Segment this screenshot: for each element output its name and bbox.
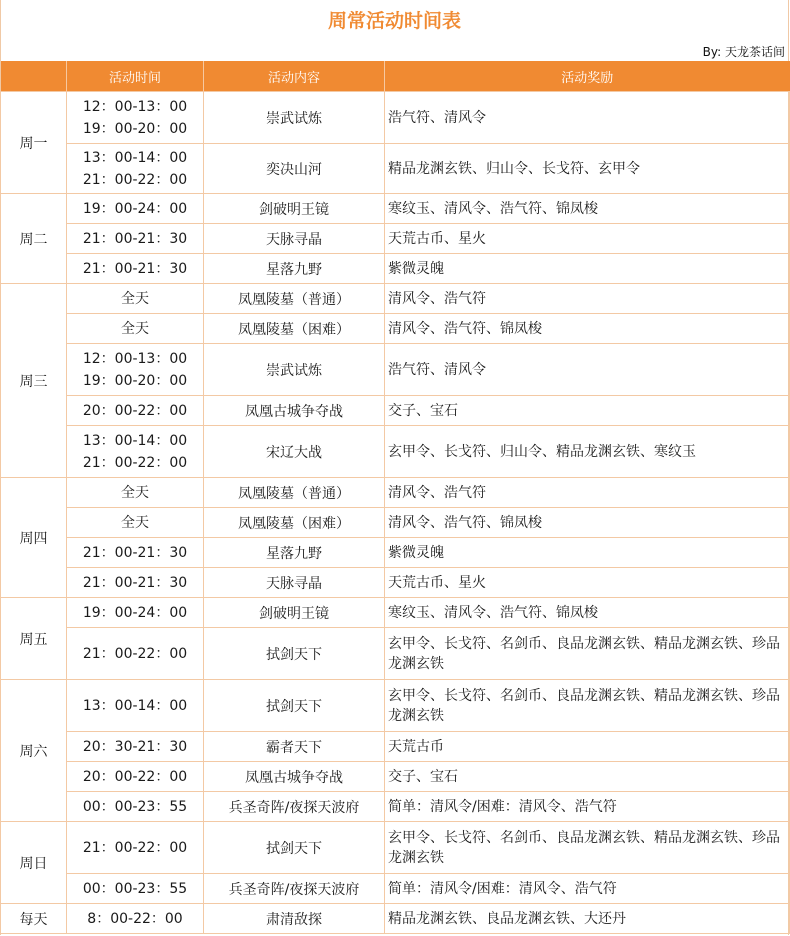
time-cell	[67, 904, 204, 934]
reward-cell: 天荒古币、星火	[385, 568, 790, 598]
reward-cell: 寒纹玉、清风令、浩气符、锦凤梭	[385, 194, 790, 224]
time-cell	[67, 568, 204, 598]
byline: By: 天龙茶话间	[702, 45, 785, 59]
time-cell	[67, 344, 204, 396]
reward-cell: 紫微灵魄	[385, 254, 790, 284]
day-label: 周日	[1, 822, 67, 904]
time-line: 21：00-22：00	[82, 454, 188, 471]
table-row	[1, 792, 790, 822]
activity-cell: 凤凰陵墓（普通）	[204, 478, 385, 508]
table-row	[1, 568, 790, 598]
time-line: 全天	[121, 290, 149, 307]
day-label: 周五	[1, 598, 67, 680]
schedule-table	[0, 61, 790, 934]
activity-cell: 兵圣奇阵/夜探天波府	[204, 874, 385, 904]
activity-cell: 兵圣奇阵/夜探天波府	[204, 792, 385, 822]
reward-cell: 寒纹玉、清风令、浩气符、锦凤梭	[385, 598, 790, 628]
reward-cell: 玄甲令、长戈符、归山令、精品龙渊玄铁、寒纹玉	[385, 426, 790, 478]
time-cell	[67, 224, 204, 254]
table-row	[1, 732, 790, 762]
activity-cell: 凤凰陵墓（困难）	[204, 314, 385, 344]
time-cell	[67, 478, 204, 508]
time-cell	[67, 762, 204, 792]
reward-cell: 交子、宝石	[385, 396, 790, 426]
time-line: 12：00-13：00	[82, 98, 188, 115]
time-cell	[67, 792, 204, 822]
day-label: 周三	[1, 284, 67, 478]
table-row	[1, 822, 790, 874]
time-cell	[67, 144, 204, 194]
time-line: 20：30-21：30	[82, 738, 188, 755]
reward-cell: 清风令、浩气符、锦凤梭	[385, 508, 790, 538]
time-cell	[67, 822, 204, 874]
day-label: 每天	[1, 904, 67, 934]
time-line: 20：00-22：00	[82, 402, 188, 419]
time-cell	[67, 732, 204, 762]
reward-cell: 简单：清风令/困难：清风令、浩气符	[385, 874, 790, 904]
activity-cell: 凤凰古城争夺战	[204, 762, 385, 792]
time-line: 21：00-22：00	[82, 839, 188, 856]
table-row	[1, 344, 790, 396]
table-row	[1, 224, 790, 254]
table-row	[1, 628, 790, 680]
time-cell	[67, 628, 204, 680]
reward-cell: 玄甲令、长戈符、名剑币、良品龙渊玄铁、精品龙渊玄铁、珍品龙渊玄铁	[385, 680, 790, 732]
time-cell	[67, 194, 204, 224]
activity-cell: 剑破明王镜	[204, 194, 385, 224]
activity-cell: 星落九野	[204, 254, 385, 284]
header-day-cell	[1, 61, 67, 92]
table-row	[1, 598, 790, 628]
reward-cell: 精品龙渊玄铁、良品龙渊玄铁、大还丹	[385, 904, 790, 934]
time-cell	[67, 598, 204, 628]
time-cell	[67, 314, 204, 344]
reward-cell: 浩气符、清风令	[385, 92, 790, 144]
activity-cell: 凤凰陵墓（普通）	[204, 284, 385, 314]
table-row	[1, 284, 790, 314]
activity-cell: 天脉寻晶	[204, 568, 385, 598]
header-row	[1, 61, 790, 92]
reward-cell: 清风令、浩气符	[385, 284, 790, 314]
activity-cell: 凤凰陵墓（困难）	[204, 508, 385, 538]
table-row	[1, 426, 790, 478]
activity-cell: 天脉寻晶	[204, 224, 385, 254]
activity-cell: 崇武试炼	[204, 344, 385, 396]
activity-cell: 肃清敌探	[204, 904, 385, 934]
time-cell	[67, 874, 204, 904]
reward-cell: 玄甲令、长戈符、名剑币、良品龙渊玄铁、精品龙渊玄铁、珍品龙渊玄铁	[385, 628, 790, 680]
reward-cell: 天荒古币	[385, 732, 790, 762]
day-label: 周二	[1, 194, 67, 284]
activity-cell: 宋辽大战	[204, 426, 385, 478]
activity-cell: 星落九野	[204, 538, 385, 568]
time-line: 00：00-23：55	[82, 880, 188, 897]
reward-cell: 紫微灵魄	[385, 538, 790, 568]
activity-cell: 拭剑天下	[204, 822, 385, 874]
table-row	[1, 314, 790, 344]
time-line: 21：00-21：30	[82, 574, 188, 591]
activity-cell: 凤凰古城争夺战	[204, 396, 385, 426]
table-row	[1, 254, 790, 284]
time-line: 21：00-21：30	[82, 260, 188, 277]
time-line: 13：00-14：00	[82, 697, 188, 714]
reward-cell: 天荒古币、星火	[385, 224, 790, 254]
reward-cell: 浩气符、清风令	[385, 344, 790, 396]
time-line: 全天	[121, 514, 149, 531]
table-row	[1, 904, 790, 934]
time-cell	[67, 92, 204, 144]
table-row	[1, 538, 790, 568]
time-line: 19：00-24：00	[82, 200, 188, 217]
time-line: 21：00-21：30	[82, 544, 188, 561]
time-line: 13：00-14：00	[82, 149, 188, 166]
table-row	[1, 396, 790, 426]
table-row	[1, 194, 790, 224]
time-cell	[67, 396, 204, 426]
table-row	[1, 762, 790, 792]
reward-cell: 精品龙渊玄铁、归山令、长戈符、玄甲令	[385, 144, 790, 194]
time-cell	[67, 254, 204, 284]
activity-cell: 崇武试炼	[204, 92, 385, 144]
day-label: 周六	[1, 680, 67, 822]
time-line: 21：00-21：30	[82, 230, 188, 247]
time-cell	[67, 508, 204, 538]
reward-cell: 清风令、浩气符	[385, 478, 790, 508]
header-reward: 活动奖励	[385, 61, 790, 92]
header-time: 活动时间	[67, 61, 204, 92]
time-cell	[67, 538, 204, 568]
time-line: 20：00-22：00	[82, 768, 188, 785]
table-row	[1, 508, 790, 538]
reward-cell: 简单：清风令/困难：清风令、浩气符	[385, 792, 790, 822]
time-line: 12：00-13：00	[82, 350, 188, 367]
time-line: 21：00-22：00	[82, 645, 188, 662]
day-label: 周一	[1, 92, 67, 194]
activity-cell: 霸者天下	[204, 732, 385, 762]
table-row	[1, 874, 790, 904]
table-row	[1, 680, 790, 732]
time-line: 00：00-23：55	[82, 798, 188, 815]
time-line: 21：00-22：00	[82, 171, 188, 188]
header-activity: 活动内容	[204, 61, 385, 92]
time-line: 19：00-20：00	[82, 120, 188, 137]
table-row	[1, 92, 790, 144]
time-line: 19：00-24：00	[82, 604, 188, 621]
activity-cell: 奕决山河	[204, 144, 385, 194]
time-line: 19：00-20：00	[82, 372, 188, 389]
time-cell	[67, 680, 204, 732]
day-label: 周四	[1, 478, 67, 598]
page-title: 周常活动时间表	[327, 10, 461, 32]
table-row	[1, 144, 790, 194]
time-line: 8：00-22：00	[87, 910, 183, 927]
time-line: 全天	[121, 320, 149, 337]
time-line: 全天	[121, 484, 149, 501]
time-cell	[67, 426, 204, 478]
schedule-body	[1, 92, 790, 934]
table-row	[1, 478, 790, 508]
activity-cell: 拭剑天下	[204, 628, 385, 680]
reward-cell: 交子、宝石	[385, 762, 790, 792]
activity-cell: 拭剑天下	[204, 680, 385, 732]
reward-cell: 清风令、浩气符、锦凤梭	[385, 314, 790, 344]
time-line: 13：00-14：00	[82, 432, 188, 449]
activity-cell: 剑破明王镜	[204, 598, 385, 628]
time-cell	[67, 284, 204, 314]
reward-cell: 玄甲令、长戈符、名剑币、良品龙渊玄铁、精品龙渊玄铁、珍品龙渊玄铁	[385, 822, 790, 874]
